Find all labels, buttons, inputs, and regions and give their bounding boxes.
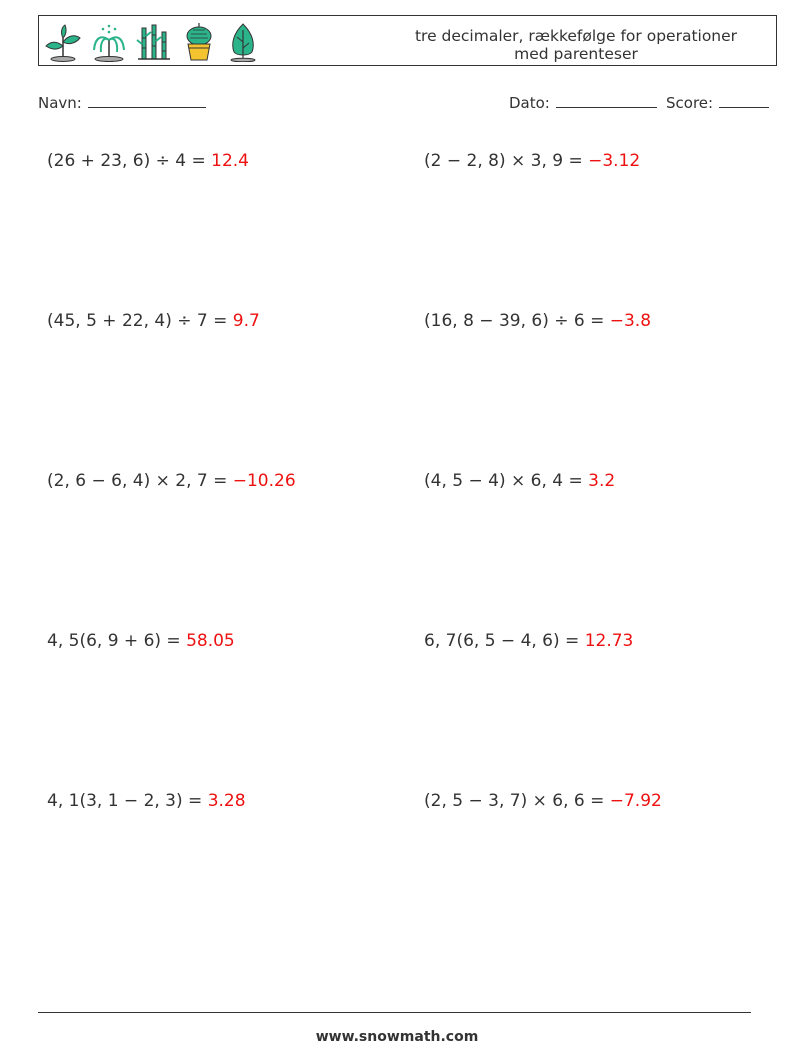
problem-expression: (16, 8 − 39, 6) ÷ 6 =: [424, 311, 610, 331]
problem-2: [424, 151, 640, 171]
problem-expression: 4, 1(3, 1 − 2, 3) =: [47, 791, 208, 811]
problem-9: [47, 791, 246, 811]
willow-tree-icon: [89, 22, 129, 62]
footer-divider: [38, 1012, 751, 1013]
score-label: Score:: [666, 94, 714, 112]
problem-answer: 9.7: [232, 311, 260, 331]
problem-10: [424, 791, 662, 811]
problem-answer: 12.4: [211, 151, 249, 171]
problem-4: [424, 311, 651, 331]
problem-expression: (4, 5 − 4) × 6, 4 =: [424, 471, 589, 491]
problem-answer: 3.2: [588, 471, 616, 491]
problem-expression: (2, 6 − 6, 4) × 2, 7 =: [47, 471, 233, 491]
problem-expression: (2, 5 − 3, 7) × 6, 6 =: [424, 791, 610, 811]
date-field[interactable]: [509, 93, 657, 112]
problem-answer: −3.12: [588, 151, 641, 171]
problem-answer: 12.73: [584, 631, 634, 651]
score-field[interactable]: [666, 93, 769, 112]
date-line[interactable]: [556, 93, 657, 108]
problem-expression: (45, 5 + 22, 4) ÷ 7 =: [47, 311, 233, 331]
problem-expression: 6, 7(6, 5 − 4, 6) =: [424, 631, 585, 651]
name-line[interactable]: [88, 93, 206, 108]
problem-1: [47, 151, 249, 171]
problem-8: [424, 631, 633, 651]
problem-expression: (26 + 23, 6) ÷ 4 =: [47, 151, 212, 171]
name-field[interactable]: [38, 93, 206, 112]
date-label: Dato:: [509, 94, 550, 112]
problem-expression: (2 − 2, 8) × 3, 9 =: [424, 151, 589, 171]
problem-answer: −10.26: [232, 471, 296, 491]
problem-answer: 3.28: [207, 791, 246, 811]
tree-icon: [225, 22, 261, 62]
problem-answer: 58.05: [186, 631, 235, 651]
bamboo-icon: [134, 22, 174, 62]
score-line[interactable]: [719, 93, 769, 108]
problem-answer: −3.8: [609, 311, 652, 331]
problem-7: [47, 631, 235, 651]
potted-plant-icon: [181, 22, 217, 62]
problem-5: [47, 471, 296, 491]
problem-expression: 4, 5(6, 9 + 6) =: [47, 631, 187, 651]
header-box: [38, 15, 777, 66]
footer-url[interactable]: www.snowmath.com: [315, 1029, 479, 1045]
problem-6: [424, 471, 615, 491]
problem-3: [47, 311, 260, 331]
name-label: Navn:: [38, 94, 82, 112]
problem-answer: −7.92: [609, 791, 662, 811]
sprout-icon: [42, 22, 84, 62]
worksheet-title: tre decimaler, rækkefølge for operationer med parenteser: [414, 27, 738, 63]
